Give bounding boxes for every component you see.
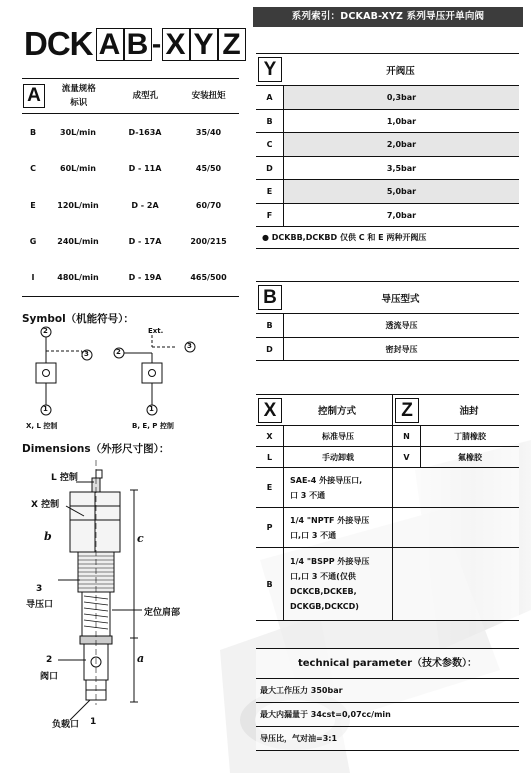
table-x-header	[256, 395, 393, 425]
table-cell: D - 11A	[128, 164, 162, 174]
model-letter-z: Z	[218, 28, 246, 61]
table-cell: 1/4 "NPTF 外接导压 口,口 3 不通	[284, 508, 393, 547]
table-y-letter: Y	[258, 57, 282, 82]
tech-row: 最大内漏量于 34cst=0,07cc/min	[256, 703, 519, 727]
table-cell: 60/70	[195, 200, 222, 210]
table-cell: D	[256, 338, 284, 360]
table-cell: 密封导压	[385, 344, 418, 354]
table-cell: 480L/min	[57, 273, 99, 283]
table-a-col-cavity: 成型孔	[132, 91, 159, 101]
dimensions-heading: Dimensions（外形尺寸图）：	[22, 443, 170, 455]
table-cell: 5,0bar	[284, 180, 519, 203]
table-x-z-control-seal	[256, 394, 519, 621]
table-cell: X	[256, 426, 284, 446]
table-row	[256, 337, 519, 360]
table-row	[256, 508, 519, 548]
table-cell: 240L/min	[57, 237, 99, 247]
table-row	[256, 468, 519, 508]
table-cell: C	[30, 164, 36, 174]
model-letter-a: A	[96, 28, 124, 61]
table-cell: N	[393, 426, 421, 446]
table-row	[256, 548, 519, 620]
dim-port-1-label: 负载口	[52, 720, 80, 730]
table-y-title: 开阀压	[386, 65, 415, 77]
table-row	[22, 151, 239, 188]
model-letter-y: Y	[190, 28, 218, 61]
table-cell: F	[256, 204, 284, 227]
symbol-port-3: 3	[187, 342, 192, 350]
table-cell: 3,5bar	[386, 163, 417, 173]
table-cell: C	[256, 133, 284, 156]
table-cell: B	[29, 127, 37, 137]
table-cell: A	[256, 86, 284, 109]
table-cell: 手动卸载	[284, 447, 393, 467]
table-row	[256, 314, 519, 337]
symbol-port-2: 2	[43, 327, 48, 335]
symbol-ext-label: Ext.	[148, 327, 164, 335]
symbol-port-1: 1	[149, 405, 154, 413]
dim-port-3-label: 导压口	[26, 600, 54, 610]
table-xz-header	[256, 395, 519, 426]
hydraulic-symbols	[22, 325, 222, 435]
symbol-port-2: 2	[116, 348, 121, 356]
table-cell-empty	[393, 508, 519, 547]
table-cell: B	[256, 548, 284, 620]
table-row	[256, 157, 519, 181]
table-cell: 0,3bar	[284, 86, 519, 109]
table-cell-empty	[393, 468, 519, 507]
table-cell: D	[256, 157, 284, 180]
model-letter-b: B	[124, 28, 152, 61]
table-x-title: 控制方式	[317, 406, 356, 417]
table-cell: D - 17A	[128, 237, 162, 247]
table-cell: 60L/min	[60, 164, 96, 174]
table-cell: 1/4 "BSPP 外接导压 口,口 3 不通(仅供 DCKCB,DCKEB, DCKGB,DCKCD)	[284, 548, 393, 620]
table-row	[256, 204, 519, 228]
table-y-note: ● DCKBB,DCKBD 仅供 C 和 E 两种开阀压	[256, 227, 519, 249]
table-cell: D-163A	[128, 127, 162, 137]
table-cell: SAE-4 外接导压口, 口 3 不通	[284, 468, 393, 507]
table-b-letter: B	[258, 285, 282, 310]
table-a-letter: A	[23, 84, 45, 108]
table-cell: E	[256, 180, 284, 203]
table-z-title: 油封	[459, 406, 479, 417]
dim-c-label: c	[137, 532, 144, 545]
table-z-header	[393, 395, 519, 425]
symbol-left-caption: X, L 控制	[26, 422, 58, 430]
symbol-right-caption: B, E, P 控制	[132, 422, 174, 430]
table-cell: 35/40	[195, 127, 222, 137]
dimension-drawing	[22, 460, 237, 770]
table-cell: G	[29, 237, 37, 247]
table-cell: E	[256, 468, 284, 507]
table-cell: 氟橡胶	[458, 452, 482, 462]
table-z-letter: Z	[395, 398, 419, 423]
tech-row: 最大工作压力 350bar	[256, 679, 519, 703]
table-cell: L	[256, 447, 284, 467]
table-cell: 465/500	[190, 273, 227, 283]
model-prefix: DCK	[24, 25, 93, 62]
table-cell: 2,0bar	[284, 133, 519, 156]
dim-l-control: L 控制	[51, 473, 78, 483]
technical-parameters	[256, 648, 519, 751]
table-a-header	[22, 78, 239, 114]
table-cell: 7,0bar	[386, 210, 417, 220]
table-y-header	[256, 54, 519, 86]
dim-port-3-number: 3	[36, 584, 43, 594]
table-cell: 透流导压	[385, 321, 418, 330]
table-cell: D - 2A	[131, 200, 159, 210]
table-cell: B	[256, 314, 284, 337]
table-cell: 45/50	[195, 164, 222, 174]
table-cell: 30L/min	[60, 127, 96, 137]
table-cell: 1,0bar	[386, 116, 417, 126]
table-cell-empty	[393, 548, 519, 620]
table-row	[256, 426, 519, 447]
table-a-col-torque: 安装扭矩	[191, 91, 226, 101]
table-b-title: 导压型式	[381, 293, 420, 305]
table-row	[256, 86, 519, 110]
table-b-pilot-type	[256, 281, 519, 361]
model-code	[24, 24, 246, 64]
table-cell: B	[256, 110, 284, 133]
table-cell: 丁腈橡胶	[454, 431, 486, 441]
table-cell: P	[256, 508, 284, 547]
dim-port-2-label: 阀口	[40, 672, 59, 682]
dim-x-control: X 控制	[31, 500, 60, 510]
table-row	[256, 133, 519, 157]
tech-row: 导压比，气对油=3:1	[256, 727, 519, 751]
symbol-drawing	[22, 325, 222, 435]
symbol-heading: Symbol（机能符号）：	[22, 313, 134, 325]
table-row	[256, 447, 519, 468]
table-row	[256, 180, 519, 204]
table-b-header	[256, 282, 519, 314]
dim-a-label: a	[137, 652, 145, 665]
table-cell: V	[393, 447, 421, 467]
tech-title: technical parameter（技术参数）：	[256, 649, 519, 679]
model-letter-x: X	[162, 28, 190, 61]
dim-port-2-number: 2	[46, 655, 53, 665]
series-banner: 系列索引：DCKAB-XYZ 系列导压开单向阀	[253, 7, 523, 27]
table-row	[22, 114, 239, 151]
table-cell: 200/215	[190, 237, 227, 247]
table-y-cracking-pressure	[256, 53, 519, 249]
dim-shoulder: 定位肩部	[144, 608, 181, 618]
table-cell: E	[30, 200, 36, 210]
table-a-col-flow: 流量规格 标识	[61, 84, 96, 108]
table-row	[22, 187, 239, 224]
table-row	[22, 224, 239, 261]
table-cell: 120L/min	[57, 200, 99, 210]
symbol-port-3: 3	[84, 350, 89, 358]
symbol-port-1: 1	[43, 405, 48, 413]
dim-b-label: b	[44, 530, 52, 543]
table-cell: 标准导压	[284, 426, 393, 446]
table-cell: I	[31, 273, 35, 283]
model-dash: -	[151, 28, 162, 59]
table-row	[22, 260, 239, 297]
dim-port-1-number: 1	[90, 717, 97, 727]
table-cell: D - 19A	[128, 273, 162, 283]
table-a-flow-size	[22, 78, 239, 297]
table-row	[256, 110, 519, 134]
table-x-letter: X	[258, 398, 282, 423]
